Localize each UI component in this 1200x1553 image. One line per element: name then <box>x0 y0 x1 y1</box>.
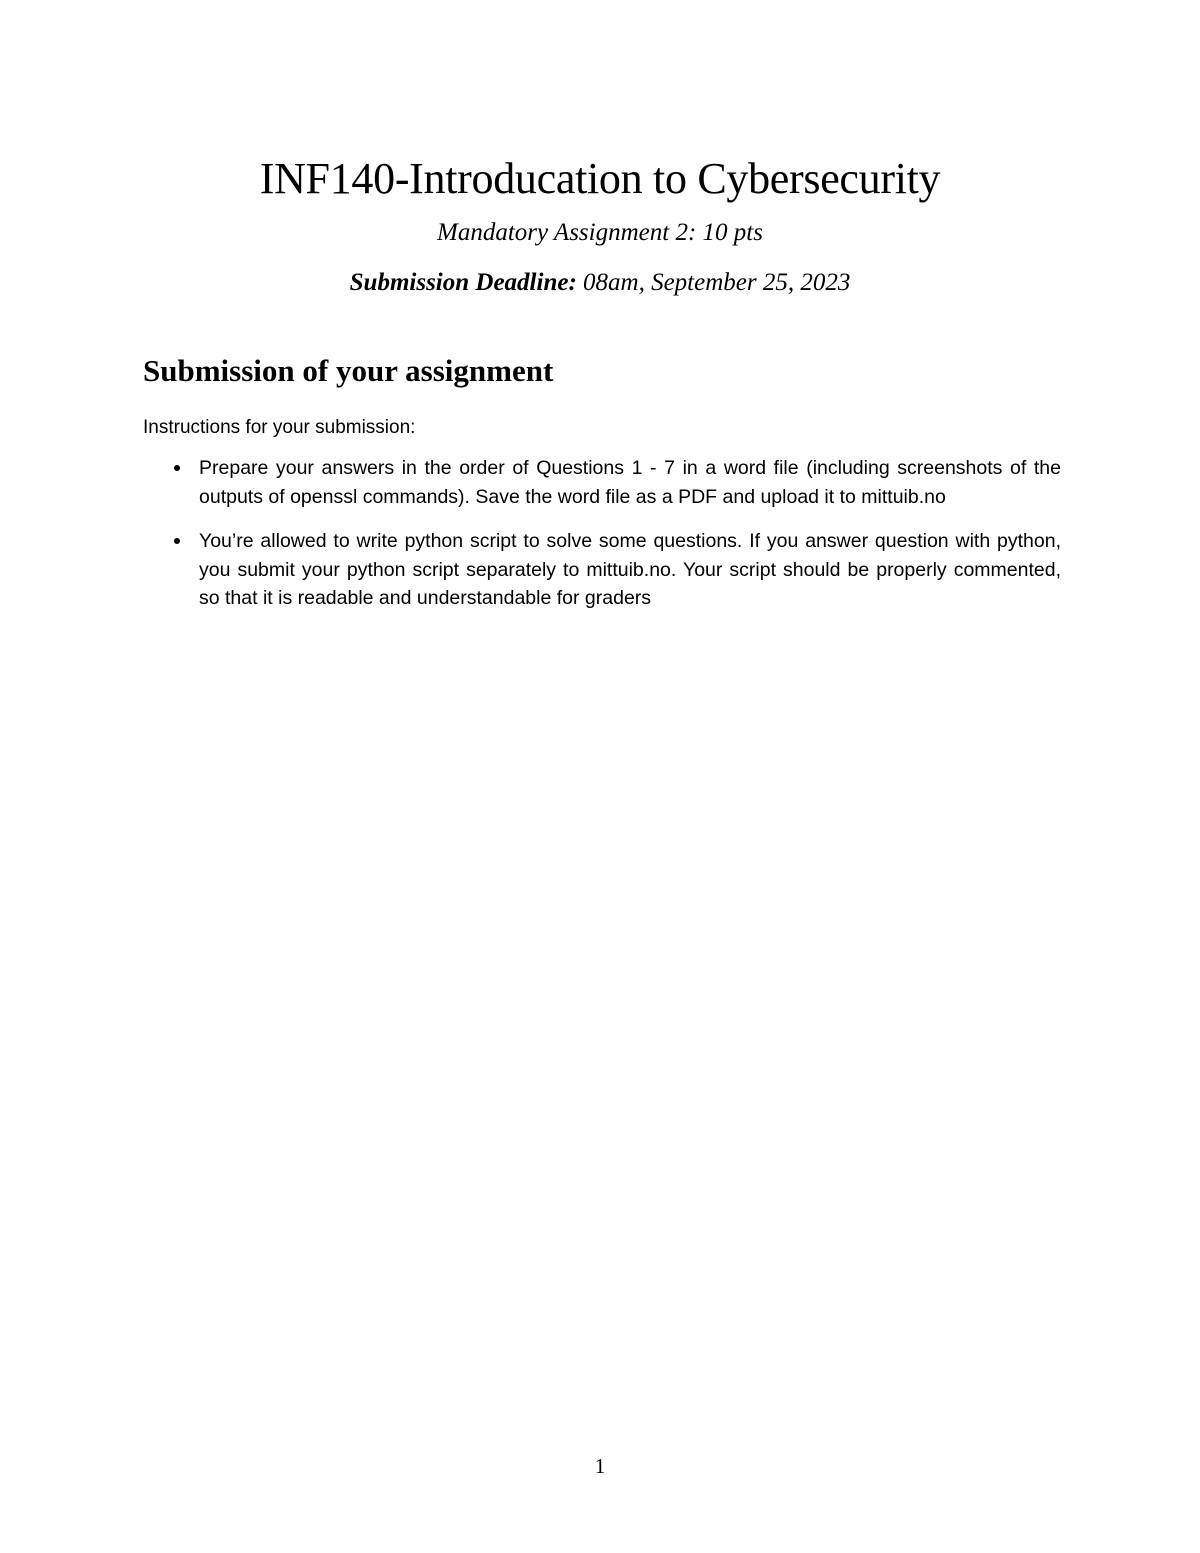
list-item <box>143 527 1061 613</box>
list-item-text: You’re allowed to write python script to solve some questions. If you answer question with python, you submit your python script separately to mittuib.no. Your script should be properly commented, so that it is readable and understandable for graders <box>199 530 1061 609</box>
list-item-text: Prepare your answers in the order of Questions 1 - 7 in a word file (including screenshots of the outputs of openssl commands). Save the word file as a PDF and upload it to mittuib.no <box>199 457 1061 508</box>
deadline-value: 08am, September 25, 2023 <box>583 269 851 296</box>
document-title: INF140-Introducation to Cybersecurity <box>259 154 941 203</box>
list-item <box>143 454 1061 511</box>
section-heading: Submission of your assignment <box>143 353 554 388</box>
page-number: 1 <box>594 1454 606 1478</box>
bullet-icon <box>174 538 180 544</box>
bullet-icon <box>174 465 180 471</box>
instructions-list <box>143 454 1061 629</box>
instructions-intro: Instructions for your submission: <box>143 417 416 438</box>
assignment-subtitle: Mandatory Assignment 2: 10 pts <box>437 219 763 246</box>
submission-deadline <box>0 266 1200 300</box>
deadline-label: Submission Deadline: <box>349 269 577 296</box>
